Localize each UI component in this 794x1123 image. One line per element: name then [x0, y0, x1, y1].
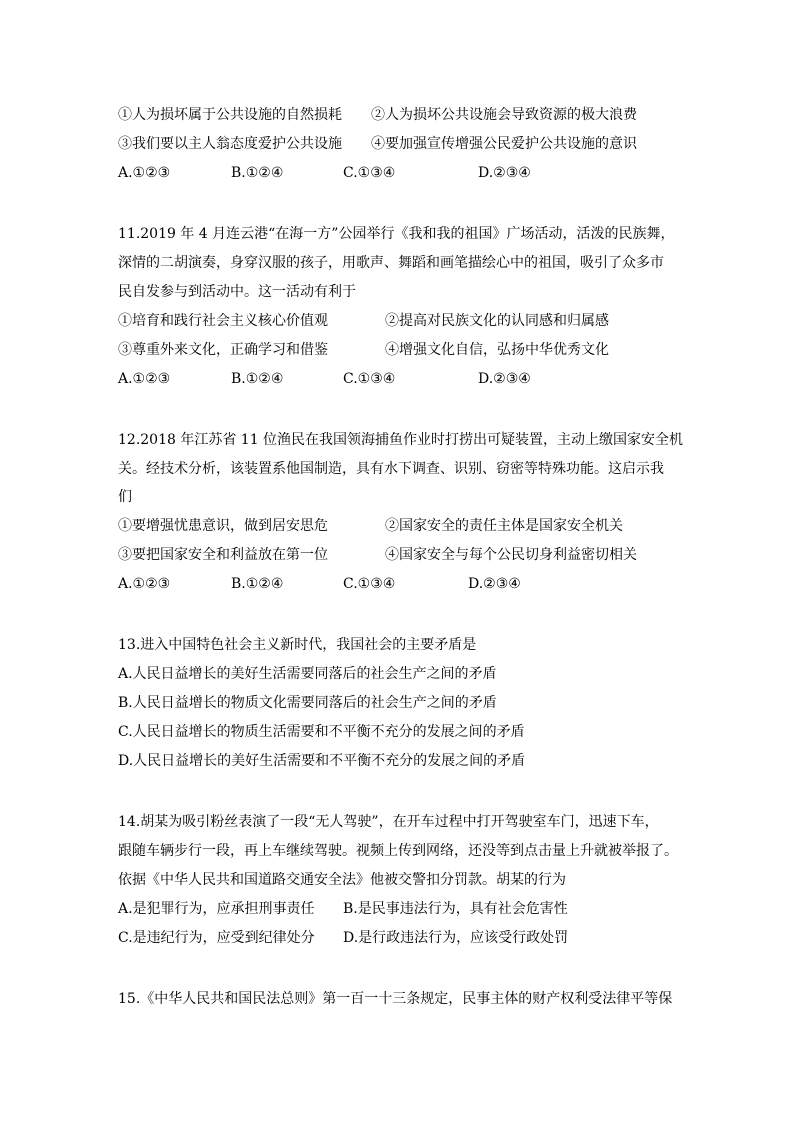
q12-option-1: ①要增强忧患意识，做到居安思危: [118, 518, 328, 534]
q10-choice-c: C.①③④: [343, 165, 396, 181]
q15-stem: 15.《中华人民共和国民法总则》第一百一十三条规定，民事主体的财产权利受法律平等保: [118, 991, 673, 1007]
q11-stem-line-3: 民自发参与到活动中。这一活动有利于: [118, 284, 356, 300]
q10-option-4: ④要加强宣传增强公民爱护公共设施的意识: [371, 136, 637, 152]
q13-option-d: D.人民日益增长的美好生活需要和不平衡不充分的发展之间的矛盾: [118, 753, 526, 769]
q14-option-d: D.是行政违法行为，应该受行政处罚: [343, 930, 569, 946]
q11-choice-b: B.①②④: [231, 371, 284, 387]
q14-option-c: C.是违纪行为，应受到纪律处分: [118, 930, 315, 946]
q11-choice-d: D.②③④: [478, 371, 531, 387]
q10-option-1: ①人为损坏属于公共设施的自然损耗: [118, 107, 342, 123]
q11-stem-line-1: 11.2019 年 4 月连云港“在海一方”公园举行《我和我的祖国》广场活动，活泼的民族舞，: [118, 226, 675, 242]
q13-stem: 13.进入中国特色社会主义新时代，我国社会的主要矛盾是: [118, 637, 477, 653]
q14-stem-line-3: 依据《中华人民共和国道路交通安全法》他被交警扣分罚款。胡某的行为: [118, 872, 566, 888]
q11-choice-c: C.①③④: [343, 371, 396, 387]
q12-option-4: ④国家安全与每个公民切身利益密切相关: [385, 547, 637, 563]
q12-stem-line-2: 关。经技术分析，该装置系他国制造，具有水下调查、识别、窃密等特殊功能。这启示我: [118, 461, 664, 477]
q12-option-2: ②国家安全的责任主体是国家安全机关: [385, 518, 623, 534]
q12-option-3: ③要把国家安全和利益放在第一位: [118, 547, 328, 563]
q12-stem-line-1: 12.2018 年江苏省 11 位渔民在我国领海捕鱼作业时打捞出可疑装置，主动上缴国家安全机: [118, 432, 684, 448]
q12-choice-d: D.②③④: [468, 576, 521, 592]
q13-option-c: C.人民日益增长的物质生活需要和不平衡不充分的发展之间的矛盾: [118, 724, 525, 740]
q12-stem-line-3: 们: [118, 489, 132, 505]
q11-option-1: ①培育和践行社会主义核心价值观: [118, 313, 328, 329]
q11-option-2: ②提高对民族文化的认同感和归属感: [385, 313, 609, 329]
q11-stem-line-2: 深情的二胡演奏，身穿汉服的孩子，用歌声、舞蹈和画笔描绘心中的祖国，吸引了众多市: [118, 255, 664, 271]
q14-stem-line-1: 14.胡某为吸引粉丝表演了一段“无人驾驶”，在开车过程中打开驾驶室车门，迅速下车，: [118, 814, 659, 830]
q12-choice-b: B.①②④: [231, 576, 284, 592]
q13-option-b: B.人民日益增长的物质文化需要同落后的社会生产之间的矛盾: [118, 695, 497, 711]
q14-option-a: A.是犯罪行为，应承担刑事责任: [118, 901, 315, 917]
q14-stem-line-2: 跟随车辆步行一段，再上车继续驾驶。视频上传到网络，还没等到点击量上升就被举报了。: [118, 843, 678, 859]
q10-choice-a: A.①②③: [118, 165, 171, 181]
q13-option-a: A.人民日益增长的美好生活需要同落后的社会生产之间的矛盾: [118, 666, 497, 682]
q14-option-b: B.是民事违法行为，具有社会危害性: [343, 901, 568, 917]
q11-option-3: ③尊重外来文化，正确学习和借鉴: [118, 342, 328, 358]
q12-choice-a: A.①②③: [118, 576, 171, 592]
q10-choice-d: D.②③④: [478, 165, 531, 181]
q12-choice-c: C.①③④: [343, 576, 396, 592]
q10-option-2: ②人为损坏公共设施会导致资源的极大浪费: [371, 107, 637, 123]
q10-choice-b: B.①②④: [231, 165, 284, 181]
q10-option-3: ③我们要以主人翁态度爱护公共设施: [118, 136, 342, 152]
q11-option-4: ④增强文化自信，弘扬中华优秀文化: [385, 342, 609, 358]
q11-choice-a: A.①②③: [118, 371, 171, 387]
